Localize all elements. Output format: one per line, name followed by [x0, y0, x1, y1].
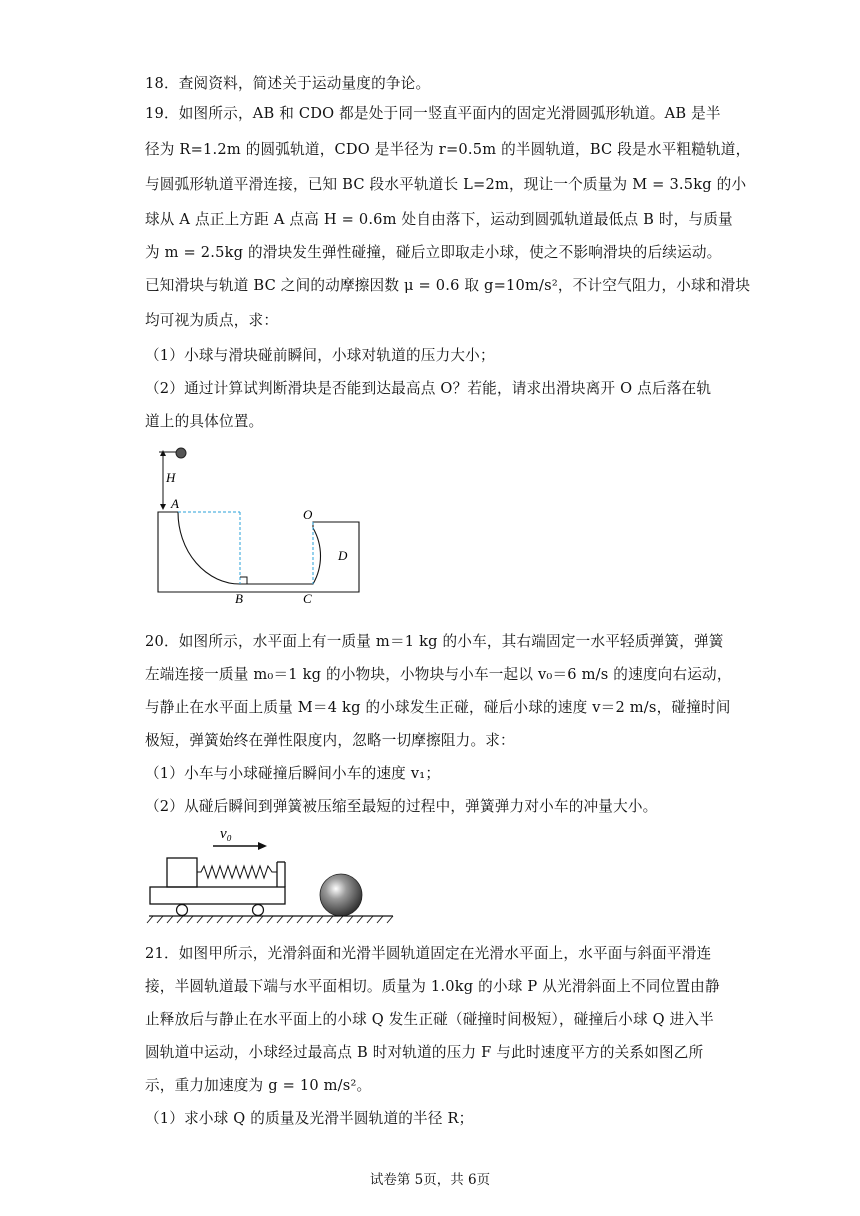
q19-line: 均可视为质点，求：	[145, 312, 279, 329]
label-H: H	[166, 470, 176, 485]
q21-line: 接，半圆轨道最下端与水平面相切。质量为 1.0kg 的小球 P 从光滑斜面上不同位置由静	[145, 978, 720, 995]
q21-line: 21．如图甲所示，光滑斜面和光滑半圆轨道固定在光滑水平面上，水平面与斜面平滑连	[145, 945, 712, 962]
q20-cart-figure	[145, 822, 400, 927]
q19-line: 道上的具体位置。	[145, 413, 264, 430]
q19-track-figure	[145, 440, 375, 605]
q19-line: 径为 R=1.2m 的圆弧轨道，CDO 是半径为 r=0.5m 的半圆轨道，BC 段是水平粗糙轨道，	[145, 141, 751, 158]
q21-line: 示，重力加速度为 g = 10 m/s²。	[145, 1077, 372, 1094]
label-C: C	[303, 591, 312, 605]
q19-line: 与圆弧形轨道平滑连接，已知 BC 段水平轨道长 L=2m，现让一个质量为 M = 3.5kg 的小	[145, 176, 747, 193]
label-B: B	[235, 591, 243, 605]
label-v0: v₀	[220, 826, 232, 842]
q19-line: 19．如图所示，AB 和 CDO 都是处于同一竖直平面内的固定光滑圆弧形轨道。AB 是半	[145, 105, 721, 122]
q20-line: 极短，弹簧始终在弹性限度内，忽略一切摩擦阻力。求：	[145, 732, 515, 749]
q20-line: 左端连接一质量 m₀＝1 kg 的小物块，小物块与小车一起以 v₀＝6 m/s 的速度向右运动，	[145, 666, 732, 683]
label-A: A	[171, 496, 179, 511]
q20-line: （1）小车与小球碰撞后瞬间小车的速度 v₁；	[145, 765, 441, 782]
spring-icon	[197, 866, 277, 878]
q21-line: （1）求小球 Q 的质量及光滑半圆轨道的半径 R；	[145, 1110, 474, 1127]
q19-line: 已知滑块与轨道 BC 之间的动摩擦因数 μ = 0.6 取 g=10m/s²，不计空气阻力，小球和滑块	[145, 277, 751, 294]
q19-line: 为 m = 2.5kg 的滑块发生弹性碰撞，碰后立即取走小球，使之不影响滑块的后续运动。	[145, 244, 722, 261]
q19-line: （2）通过计算试判断滑块是否能到达最高点 O？若能，请求出滑块离开 O 点后落在轨	[145, 380, 712, 397]
ball-icon	[176, 448, 186, 458]
q20-line: 与静止在水平面上质量 M＝4 kg 的小球发生正碰，碰后小球的速度 v＝2 m/s，碰撞时间	[145, 699, 731, 716]
q18-line: 18．查阅资料，简述关于运动量度的争论。	[145, 75, 431, 92]
label-D: D	[338, 548, 348, 563]
q19-line: （1）小球与滑块碰前瞬间，小球对轨道的压力大小；	[145, 347, 495, 364]
q20-line: （2）从碰后瞬间到弹簧被压缩至最短的过程中，弹簧弹力对小车的冲量大小。	[145, 798, 658, 815]
q21-line: 圆轨道中运动，小球经过最高点 B 时对轨道的压力 F 与此时速度平方的关系如图乙所	[145, 1044, 704, 1061]
ball-icon	[320, 874, 362, 916]
page-footer: 试卷第 5页，共 6页	[369, 1172, 491, 1188]
q19-line: 球从 A 点正上方距 A 点高 H = 0.6m 处自由落下，运动到圆弧轨道最低点 B 时，与质量	[145, 211, 733, 228]
label-O: O	[303, 507, 313, 522]
q21-line: 止释放后与静止在水平面上的小球 Q 发生正碰（碰撞时间极短），碰撞后小球 Q 进入半	[145, 1011, 714, 1028]
q20-line: 20．如图所示，水平面上有一质量 m＝1 kg 的小车，其右端固定一水平轻质弹簧，弹簧	[145, 633, 724, 650]
